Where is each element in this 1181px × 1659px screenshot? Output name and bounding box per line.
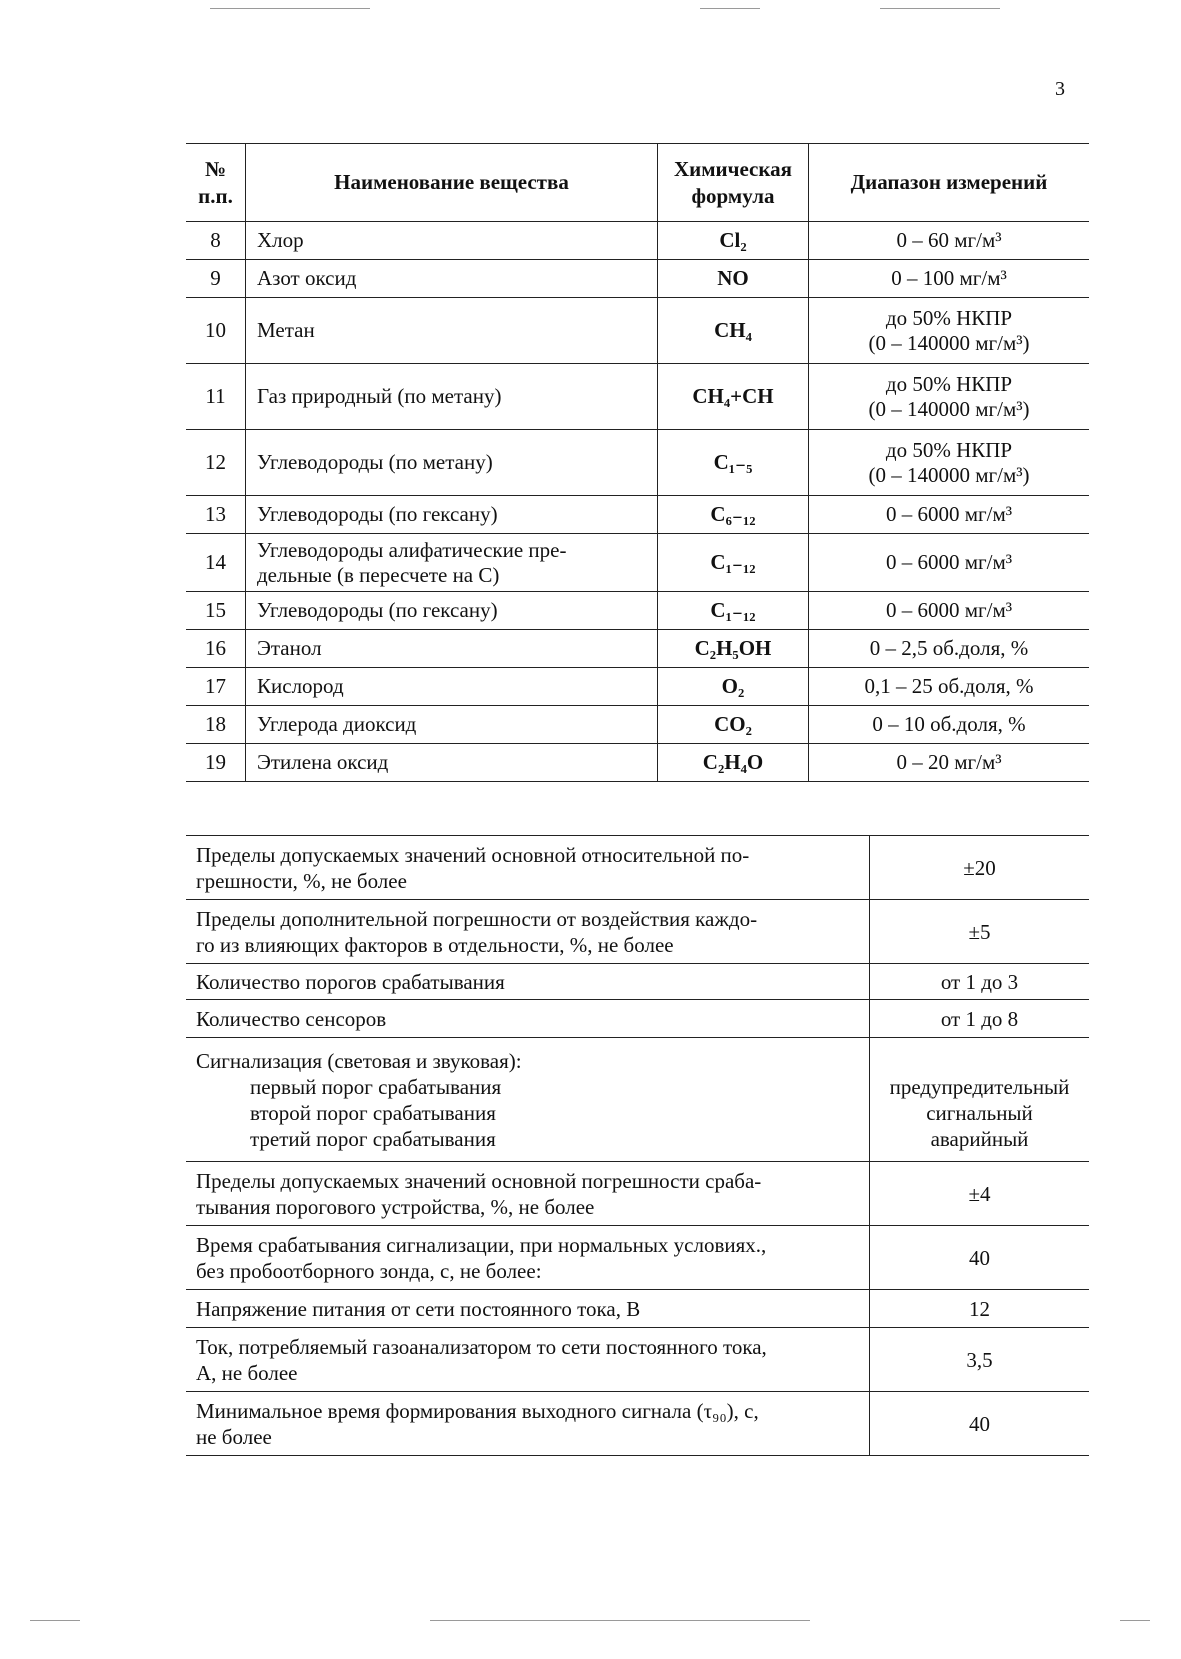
row-name: Этилена оксид bbox=[246, 744, 658, 782]
row-name: Хлор bbox=[246, 222, 658, 260]
parameter-label: Пределы дополнительной погрешности от воздействия каждо- го из влияющих факторов в отдельности, %, не более bbox=[186, 900, 870, 964]
row-name: Кислород bbox=[246, 668, 658, 706]
row-range: 0 – 60 мг/м³ bbox=[809, 222, 1090, 260]
row-formula: O₂ bbox=[658, 668, 809, 706]
row-range: 0 – 100 мг/м³ bbox=[809, 260, 1090, 298]
page-number: 3 bbox=[1055, 78, 1065, 100]
row-num: 16 bbox=[186, 630, 246, 668]
table-row bbox=[186, 668, 1089, 706]
parameters-table bbox=[186, 835, 1089, 1456]
row-formula: NO bbox=[658, 260, 809, 298]
parameter-sub-value: предупредительный bbox=[889, 1074, 1070, 1099]
table-row bbox=[186, 964, 1089, 1000]
row-range: 0 – 2,5 об.доля, % bbox=[809, 630, 1090, 668]
table-row bbox=[186, 706, 1089, 744]
table-row bbox=[186, 1162, 1089, 1226]
row-formula: CH₄+CH bbox=[658, 364, 809, 430]
row-range: до 50% НКПР (0 – 140000 мг/м³) bbox=[809, 430, 1090, 496]
row-name: Азот оксид bbox=[246, 260, 658, 298]
parameter-label: Количество сенсоров bbox=[186, 1000, 870, 1038]
substances-table bbox=[186, 143, 1089, 782]
table-row bbox=[186, 900, 1089, 964]
parameter-label: Время срабатывания сигнализации, при нормальных условиях., без пробоотборного зонда, с, не более: bbox=[186, 1226, 870, 1290]
parameter-label: Минимальное время формирования выходного сигнала (τ₉₀), с, не более bbox=[186, 1392, 870, 1456]
table-row bbox=[186, 430, 1089, 496]
table-row bbox=[186, 744, 1089, 782]
row-num: 8 bbox=[186, 222, 246, 260]
parameter-value: 40 bbox=[870, 1392, 1090, 1456]
row-num: 14 bbox=[186, 534, 246, 592]
parameter-label-main: Сигнализация (световая и звуковая): bbox=[196, 1048, 522, 1073]
row-range: до 50% НКПР (0 – 140000 мг/м³) bbox=[809, 364, 1090, 430]
parameter-value: от 1 до 3 bbox=[870, 964, 1090, 1000]
row-range: 0,1 – 25 об.доля, % bbox=[809, 668, 1090, 706]
parameter-sub-item: третий порог срабатывания bbox=[250, 1126, 496, 1151]
row-num: 12 bbox=[186, 430, 246, 496]
row-formula: C₂H₄O bbox=[658, 744, 809, 782]
table-row bbox=[186, 1290, 1089, 1328]
row-range: 0 – 6000 мг/м³ bbox=[809, 534, 1090, 592]
parameter-label: Напряжение питания от сети постоянного тока, В bbox=[186, 1290, 870, 1328]
row-num: 10 bbox=[186, 298, 246, 364]
table-header-row bbox=[186, 144, 1089, 222]
row-name: Этанол bbox=[246, 630, 658, 668]
table-row bbox=[186, 298, 1089, 364]
row-formula: C₆₋₁₂ bbox=[658, 496, 809, 534]
row-formula: C₂H₅OH bbox=[658, 630, 809, 668]
parameter-value: ±5 bbox=[870, 900, 1090, 964]
header-num: № п.п. bbox=[186, 144, 246, 222]
parameter-value: 40 bbox=[870, 1226, 1090, 1290]
parameter-label: Ток, потребляемый газоанализатором то сети постоянного тока, А, не более bbox=[186, 1328, 870, 1392]
row-name: Углеводороды (по гексану) bbox=[246, 496, 658, 534]
row-num: 18 bbox=[186, 706, 246, 744]
row-formula: CO₂ bbox=[658, 706, 809, 744]
table-row bbox=[186, 1226, 1089, 1290]
row-name: Метан bbox=[246, 298, 658, 364]
parameter-sub-value: сигнальный bbox=[926, 1100, 1033, 1125]
header-range: Диапазон измерений bbox=[809, 144, 1090, 222]
parameter-value: от 1 до 8 bbox=[870, 1000, 1090, 1038]
parameter-label: Пределы допускаемых значений основной погрешности сраба- тывания порогового устройства, %, не более bbox=[186, 1162, 870, 1226]
parameter-value bbox=[870, 1038, 1090, 1162]
parameter-label bbox=[186, 1038, 870, 1162]
header-formula: Химическая формула bbox=[658, 144, 809, 222]
table-row bbox=[186, 534, 1089, 592]
row-range: до 50% НКПР (0 – 140000 мг/м³) bbox=[809, 298, 1090, 364]
row-num: 9 bbox=[186, 260, 246, 298]
parameter-value: 12 bbox=[870, 1290, 1090, 1328]
parameter-sub-value: аварийный bbox=[930, 1126, 1029, 1151]
table-row bbox=[186, 592, 1089, 630]
header-name: Наименование вещества bbox=[246, 144, 658, 222]
table-row bbox=[186, 630, 1089, 668]
row-num: 17 bbox=[186, 668, 246, 706]
row-range: 0 – 10 об.доля, % bbox=[809, 706, 1090, 744]
parameter-value: ±4 bbox=[870, 1162, 1090, 1226]
table-row bbox=[186, 222, 1089, 260]
table-row bbox=[186, 836, 1089, 900]
row-num: 19 bbox=[186, 744, 246, 782]
parameter-value: 3,5 bbox=[870, 1328, 1090, 1392]
table-row bbox=[186, 1000, 1089, 1038]
row-formula: C₁₋₁₂ bbox=[658, 592, 809, 630]
parameter-sub-item: второй порог срабатывания bbox=[250, 1100, 496, 1125]
row-name: Углеводороды (по гексану) bbox=[246, 592, 658, 630]
table-row bbox=[186, 1392, 1089, 1456]
row-name: Углеводороды алифатические пре- дельные (в пересчете на С) bbox=[246, 534, 658, 592]
table-row bbox=[186, 496, 1089, 534]
row-formula: CH₄ bbox=[658, 298, 809, 364]
row-range: 0 – 20 мг/м³ bbox=[809, 744, 1090, 782]
parameter-label: Количество порогов срабатывания bbox=[186, 964, 870, 1000]
row-formula: C₁₋₁₂ bbox=[658, 534, 809, 592]
row-range: 0 – 6000 мг/м³ bbox=[809, 496, 1090, 534]
row-num: 13 bbox=[186, 496, 246, 534]
table-row bbox=[186, 364, 1089, 430]
row-range: 0 – 6000 мг/м³ bbox=[809, 592, 1090, 630]
row-num: 15 bbox=[186, 592, 246, 630]
row-num: 11 bbox=[186, 364, 246, 430]
row-name: Газ природный (по метану) bbox=[246, 364, 658, 430]
parameter-sub-item: первый порог срабатывания bbox=[250, 1074, 502, 1099]
table-row bbox=[186, 260, 1089, 298]
parameter-value: ±20 bbox=[870, 836, 1090, 900]
parameter-label: Пределы допускаемых значений основной относительной по- грешности, %, не более bbox=[186, 836, 870, 900]
row-formula: Cl₂ bbox=[658, 222, 809, 260]
row-formula: C₁₋₅ bbox=[658, 430, 809, 496]
row-name: Углеводороды (по метану) bbox=[246, 430, 658, 496]
table-row bbox=[186, 1038, 1089, 1162]
row-name: Углерода диоксид bbox=[246, 706, 658, 744]
table-row bbox=[186, 1328, 1089, 1392]
